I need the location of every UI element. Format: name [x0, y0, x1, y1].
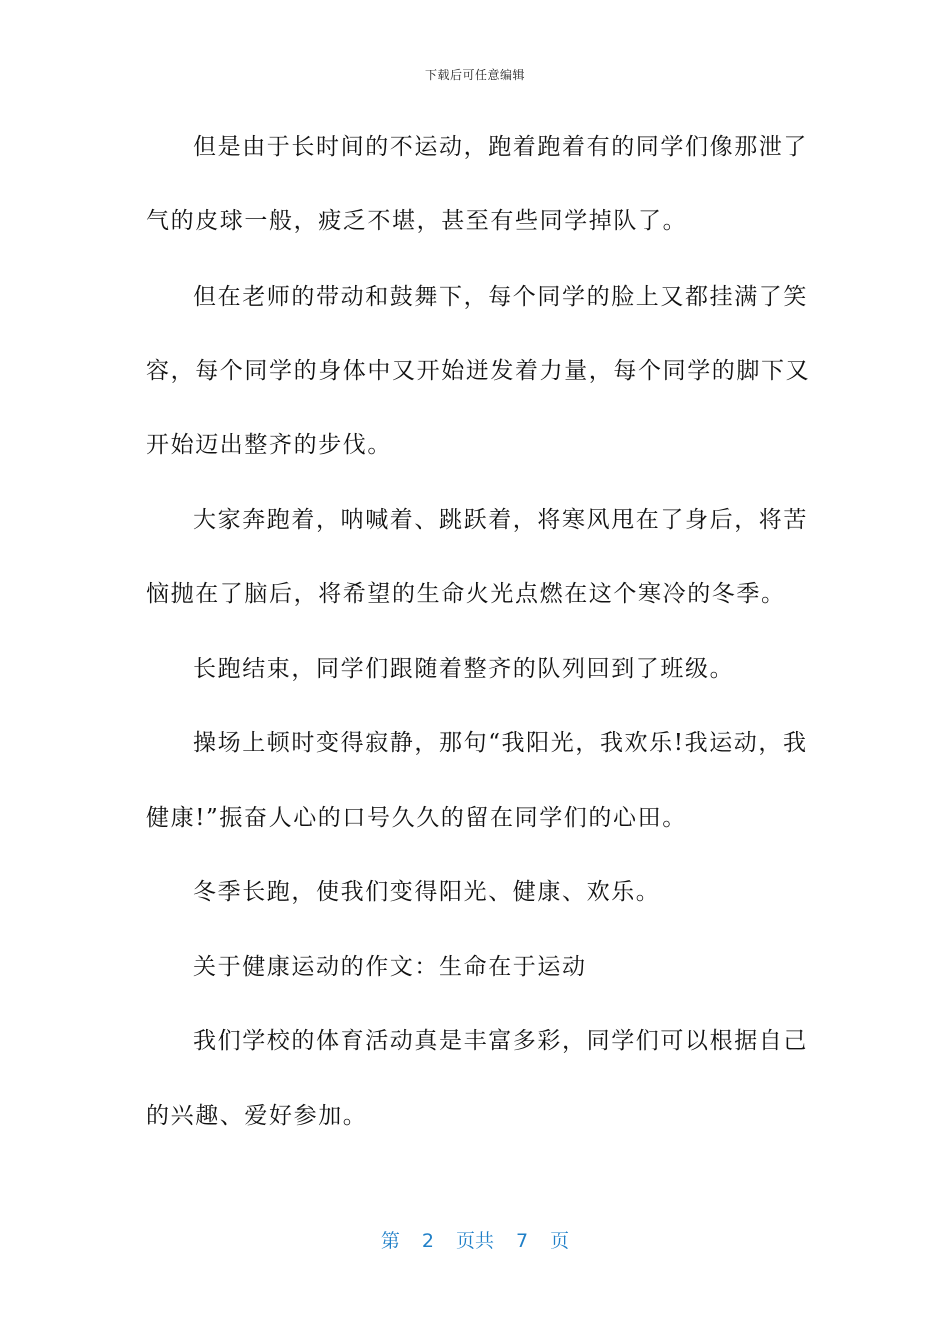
header-note: 下载后可任意编辑 — [424, 68, 525, 82]
footer-prefix: 第 — [380, 1230, 400, 1252]
page-footer — [0, 1226, 950, 1253]
text-line: 的兴趣、爱好参加。 — [146, 1103, 368, 1129]
text-line: 冬季长跑，使我们变得阳光、健康、欢乐。 — [193, 879, 661, 905]
footer-page-number: 2 — [421, 1230, 434, 1252]
text-line: 健康!”振奋人心的口号久久的留在同学们的心田。 — [146, 805, 687, 831]
text-line: 但在老师的带动和鼓舞下，每个同学的脸上又都挂满了笑 — [193, 284, 808, 310]
text-line: 我们学校的体育活动真是丰富多彩，同学们可以根据自己 — [193, 1028, 808, 1054]
text-line: 容，每个同学的身体中又开始迸发着力量，每个同学的脚下又 — [146, 358, 811, 384]
footer-middle: 页共 — [455, 1230, 494, 1252]
footer-total-pages: 7 — [516, 1230, 529, 1252]
text-line: 长跑结束，同学们跟随着整齐的队列回到了班级。 — [193, 656, 735, 682]
text-line: 但是由于长时间的不运动，跑着跑着有的同学们像那泄了 — [193, 134, 808, 160]
text-line: 关于健康运动的作文：生命在于运动 — [193, 954, 587, 980]
text-line: 开始迈出整齐的步伐。 — [146, 432, 392, 458]
text-line: 气的皮球一般，疲乏不堪，甚至有些同学掉队了。 — [146, 208, 688, 234]
text-line: 操场上顿时变得寂静，那句“我阳光，我欢乐!我运动，我 — [193, 730, 808, 756]
text-line: 大家奔跑着，呐喊着、跳跃着，将寒风甩在了身后，将苦 — [193, 507, 808, 533]
footer-suffix: 页 — [550, 1230, 570, 1252]
text-line: 恼抛在了脑后，将希望的生命火光点燃在这个寒冷的冬季。 — [146, 581, 786, 607]
